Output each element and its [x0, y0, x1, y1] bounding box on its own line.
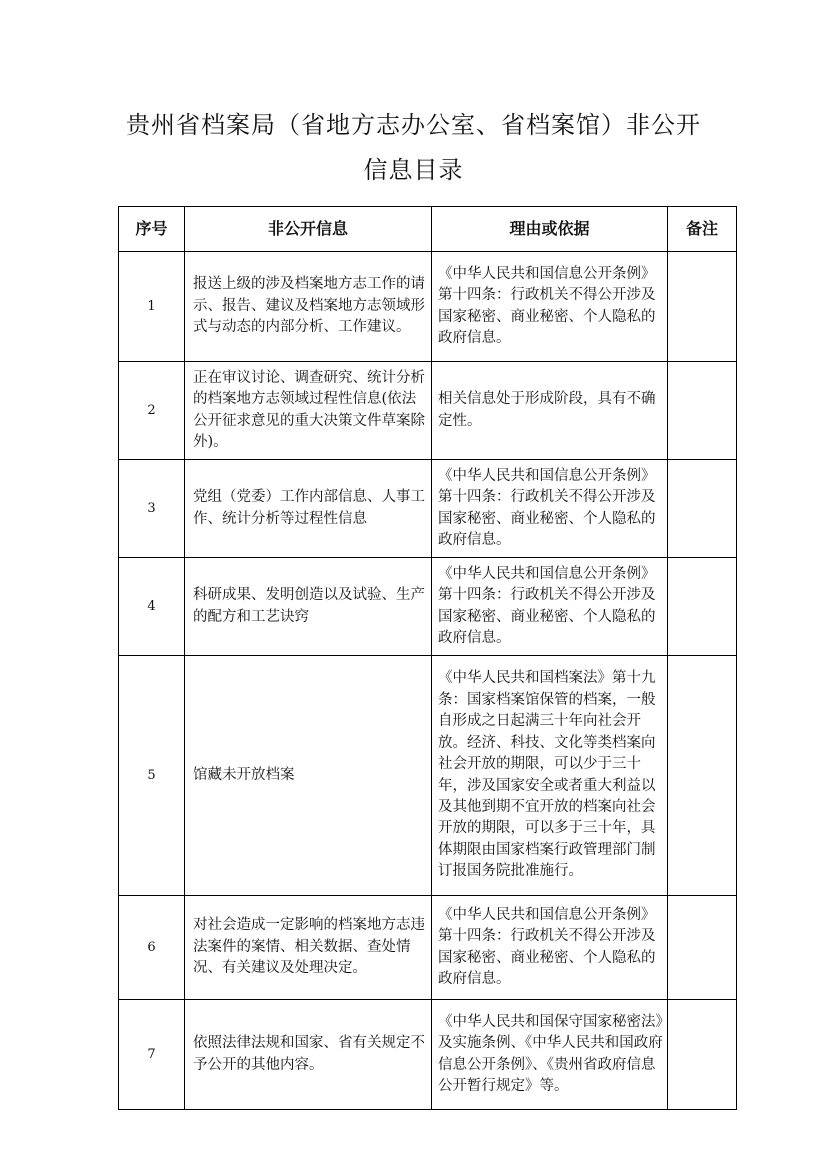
- table-row: [119, 896, 737, 1000]
- remarks-cell: [668, 460, 737, 558]
- document-title-line-2: 信息目录: [363, 156, 464, 184]
- non-public-info-table: [118, 206, 737, 1110]
- remarks-cell: [668, 656, 737, 896]
- reason-cell: 《中华人民共和国信息公开条例》第十四条：行政机关不得公开涉及国家秘密、商业秘密、个人隐私的政府信息。: [432, 558, 668, 656]
- table-header-row: [119, 207, 737, 252]
- reason-cell: 相关信息处于形成阶段，具有不确定性。: [432, 362, 668, 460]
- row-number: 1: [119, 252, 185, 362]
- table-row: [119, 460, 737, 558]
- remarks-cell: [668, 558, 737, 656]
- table-row: [119, 558, 737, 656]
- remarks-cell: [668, 1000, 737, 1110]
- row-number: 5: [119, 656, 185, 896]
- remarks-cell: [668, 362, 737, 460]
- non-public-info-cell: 科研成果、发明创造以及试验、生产的配方和工艺诀窍: [185, 558, 432, 656]
- non-public-info-cell: 馆藏未开放档案: [185, 656, 432, 896]
- document-title-line-1: 贵州省档案局（省地方志办公室、省档案馆）非公开: [126, 111, 701, 139]
- non-public-info-cell: 报送上级的涉及档案地方志工作的请示、报告、建议及档案地方志领域形式与动态的内部分析、工作建议。: [185, 252, 432, 362]
- row-number: 3: [119, 460, 185, 558]
- remarks-cell: [668, 252, 737, 362]
- remarks-cell: [668, 896, 737, 1000]
- reason-cell: 《中华人民共和国信息公开条例》第十四条：行政机关不得公开涉及国家秘密、商业秘密、个人隐私的政府信息。: [432, 896, 668, 1000]
- table-row: [119, 362, 737, 460]
- header-reason-basis: 理由或依据: [432, 207, 668, 252]
- non-public-info-cell: 对社会造成一定影响的档案地方志违法案件的案情、相关数据、查处情况、有关建议及处理决定。: [185, 896, 432, 1000]
- header-remarks: 备注: [668, 207, 737, 252]
- non-public-info-cell: 党组（党委）工作内部信息、人事工作、统计分析等过程性信息: [185, 460, 432, 558]
- row-number: 7: [119, 1000, 185, 1110]
- non-public-info-cell: 依照法律法规和国家、省有关规定不予公开的其他内容。: [185, 1000, 432, 1110]
- reason-cell: 《中华人民共和国信息公开条例》第十四条：行政机关不得公开涉及国家秘密、商业秘密、个人隐私的政府信息。: [432, 460, 668, 558]
- row-number: 6: [119, 896, 185, 1000]
- row-number: 2: [119, 362, 185, 460]
- table-row: [119, 1000, 737, 1110]
- table-row: [119, 252, 737, 362]
- row-number: 4: [119, 558, 185, 656]
- non-public-info-cell: 正在审议讨论、调查研究、统计分析的档案地方志领域过程性信息(依法公开征求意见的重大决策文件草案除外)。: [185, 362, 432, 460]
- reason-cell: 《中华人民共和国信息公开条例》第十四条：行政机关不得公开涉及国家秘密、商业秘密、个人隐私的政府信息。: [432, 252, 668, 362]
- reason-cell: 《中华人民共和国保守国家秘密法》及实施条例、《中华人民共和国政府信息公开条例》、《贵州省政府信息公开暂行规定》等。: [432, 1000, 668, 1110]
- header-serial-number: 序号: [119, 207, 185, 252]
- reason-cell: 《中华人民共和国档案法》第十九条：国家档案馆保管的档案，一般自形成之日起满三十年向社会开放。经济、科技、文化等类档案向社会开放的期限，可以少于三十年，涉及国家安全或者重大利益以及其他到期不宜开放的档案向社会开放的期限，可以多于三十年，具体期限由国家档案行政管理部门制订报国务院批准施行。: [432, 656, 668, 896]
- table-row: [119, 656, 737, 896]
- header-non-public-info: 非公开信息: [185, 207, 432, 252]
